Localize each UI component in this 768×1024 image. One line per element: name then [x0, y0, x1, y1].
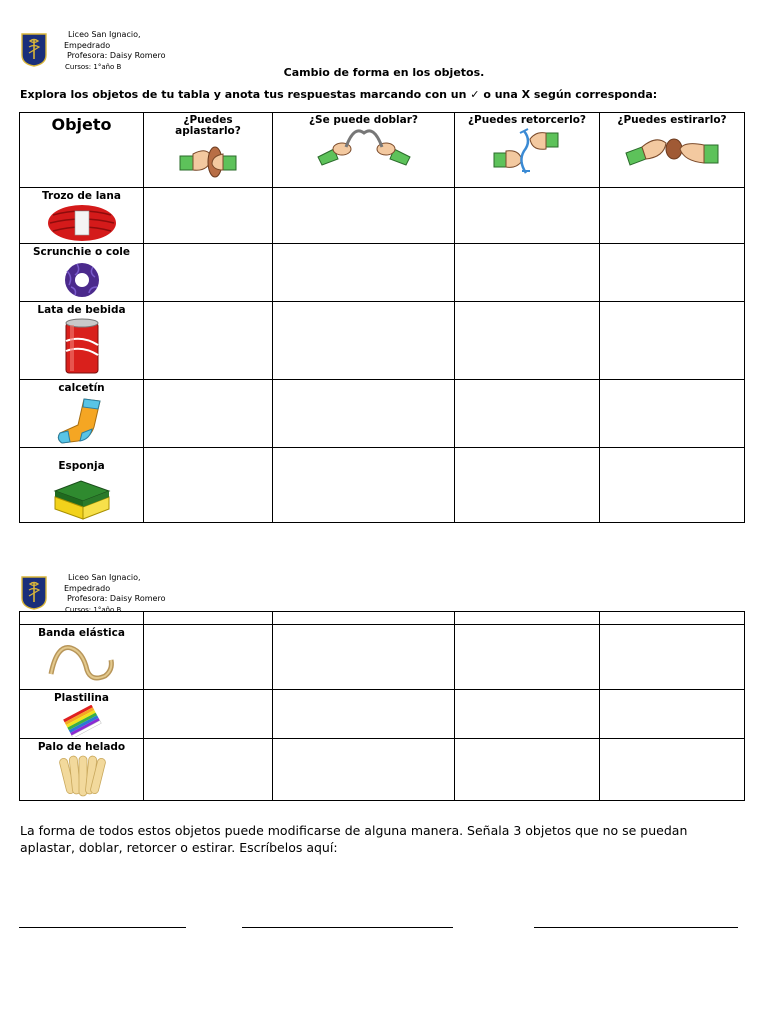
column-header-bend	[273, 113, 455, 188]
observation-table-continued	[19, 611, 745, 801]
yarn-ball-icon	[45, 203, 119, 243]
answer-cell[interactable]	[600, 380, 745, 448]
object-row-wool	[20, 188, 144, 244]
object-row-plasticine	[20, 690, 144, 739]
answer-cell[interactable]	[144, 690, 273, 739]
spacer-cell	[600, 612, 745, 625]
column-header-stretch	[600, 113, 745, 188]
answer-cell[interactable]	[600, 302, 745, 380]
answer-cell[interactable]	[144, 448, 273, 523]
answer-line-2[interactable]	[242, 927, 453, 928]
answer-cell[interactable]	[455, 380, 600, 448]
answer-cell[interactable]	[455, 244, 600, 302]
answer-cell[interactable]	[455, 739, 600, 801]
answer-cell[interactable]	[600, 690, 745, 739]
answer-cell[interactable]	[144, 188, 273, 244]
answer-line-3[interactable]	[534, 927, 738, 928]
school-crest-icon	[21, 576, 47, 610]
course-label: Cursos: 1°año B	[65, 62, 122, 71]
spacer-cell	[144, 612, 273, 625]
rubber-band-icon	[47, 640, 117, 684]
column-header-label: ¿Puedes retorcerlo?	[467, 114, 587, 126]
school-header	[64, 573, 165, 615]
answer-cell[interactable]	[144, 739, 273, 801]
object-label: Plastilina	[53, 692, 109, 704]
object-row-popsicle-sticks	[20, 739, 144, 801]
answer-cell[interactable]	[273, 188, 455, 244]
answer-cell[interactable]	[273, 380, 455, 448]
course-label: Cursos: 1°año B	[65, 605, 122, 614]
answer-cell[interactable]	[144, 244, 273, 302]
answer-cell[interactable]	[273, 739, 455, 801]
answer-cell[interactable]	[273, 625, 455, 690]
answer-cell[interactable]	[455, 690, 600, 739]
answer-cell[interactable]	[455, 448, 600, 523]
teacher-name: Profesora: Daisy Romero	[67, 51, 166, 60]
school-name-line2: Empedrado	[64, 583, 111, 593]
sponge-icon	[51, 473, 113, 521]
object-row-rubber-band	[20, 625, 144, 690]
answer-cell[interactable]	[273, 244, 455, 302]
twist-hands-icon	[492, 127, 562, 175]
column-header-twist	[455, 113, 600, 188]
school-name-line2: Empedrado	[64, 40, 111, 50]
spacer-cell	[455, 612, 600, 625]
answer-cell[interactable]	[600, 739, 745, 801]
answer-cell[interactable]	[144, 380, 273, 448]
instructions: Explora los objetos de tu tabla y anota tus respuestas marcando con un ✓ o una X según corresponda:	[20, 88, 658, 101]
object-column-header: Objeto	[20, 113, 144, 188]
answer-cell[interactable]	[144, 302, 273, 380]
popsicle-sticks-icon	[57, 754, 107, 800]
closing-paragraph: La forma de todos estos objetos puede modificarse de alguna manera. Señala 3 objetos que no se puedan aplastar, doblar, retorcer o estirar. Escríbelos aquí:	[20, 823, 688, 855]
answer-cell[interactable]	[273, 448, 455, 523]
answer-cell[interactable]	[144, 625, 273, 690]
answer-line-1[interactable]	[19, 927, 186, 928]
answer-cell[interactable]	[455, 302, 600, 380]
school-crest-icon	[21, 33, 47, 67]
bend-hands-icon	[316, 127, 412, 167]
object-label: Esponja	[58, 460, 105, 472]
soda-can-icon	[62, 317, 102, 377]
answer-cell[interactable]	[600, 188, 745, 244]
answer-cell[interactable]	[600, 448, 745, 523]
teacher-name: Profesora: Daisy Romero	[67, 594, 166, 603]
scrunchie-icon	[57, 259, 107, 301]
object-label: calcetín	[58, 382, 105, 394]
object-label: Lata de bebida	[37, 304, 126, 316]
column-header-label: ¿Se puede doblar?	[308, 114, 419, 126]
squeeze-hands-icon	[178, 138, 238, 182]
answer-cell[interactable]	[273, 302, 455, 380]
spacer-cell	[20, 612, 144, 625]
object-label: Banda elástica	[38, 627, 125, 639]
column-header-label: ¿Puedes estirarlo?	[617, 114, 727, 126]
school-name-line1: Liceo San Ignacio,	[68, 30, 141, 39]
answer-cell[interactable]	[600, 244, 745, 302]
object-label: Trozo de lana	[42, 190, 121, 202]
column-header-squash	[144, 113, 273, 188]
sock-icon	[54, 395, 110, 445]
answer-cell[interactable]	[600, 625, 745, 690]
answer-cell[interactable]	[273, 690, 455, 739]
stretch-hands-icon	[624, 127, 720, 169]
column-header-label: ¿Puedes aplastarlo?	[175, 114, 241, 137]
answer-cell[interactable]	[455, 188, 600, 244]
school-name-line1: Liceo San Ignacio,	[68, 573, 141, 582]
plasticine-icon	[62, 705, 102, 737]
object-label: Scrunchie o cole	[32, 246, 131, 258]
object-label: Palo de helado	[37, 741, 126, 753]
answer-cell[interactable]	[455, 625, 600, 690]
object-row-can	[20, 302, 144, 380]
object-row-sponge	[20, 448, 144, 523]
object-row-sock	[20, 380, 144, 448]
observation-table	[19, 112, 745, 523]
spacer-cell	[273, 612, 455, 625]
object-row-scrunchie	[20, 244, 144, 302]
worksheet-title: Cambio de forma en los objetos.	[283, 66, 485, 79]
